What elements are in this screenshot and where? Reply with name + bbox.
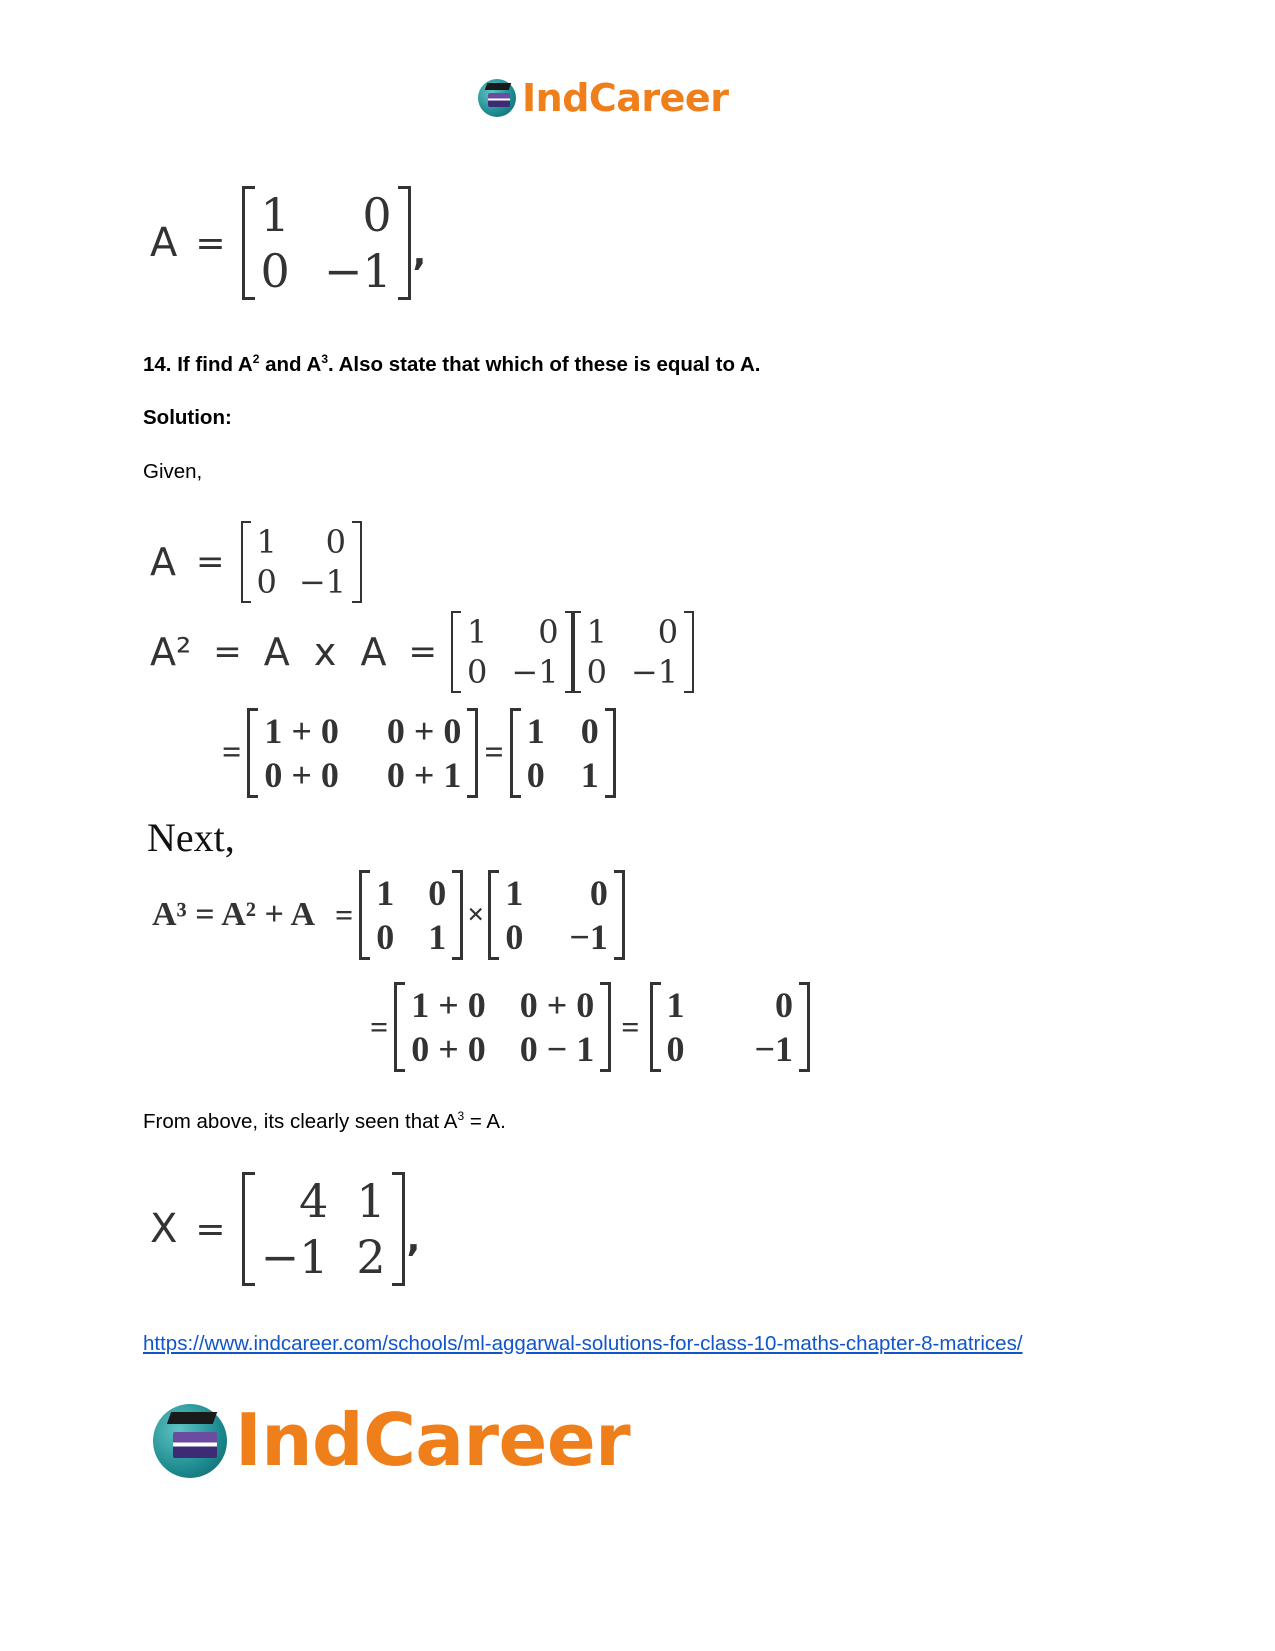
matrix-cell: 1 + 0 [264, 711, 339, 751]
x-eq: = [195, 1208, 226, 1250]
x-lhs: X [150, 1206, 178, 1252]
header-brand-text: IndCareer [522, 76, 729, 120]
matrix-cell: 0 [428, 873, 447, 913]
a3r-eq: = [370, 1008, 389, 1045]
matrix-cell: 0 [526, 755, 545, 795]
matrix-cell: 0 [325, 523, 347, 561]
next-label: Next, [147, 815, 235, 860]
matrix-cell: 0 [362, 188, 392, 242]
conclusion-text: From above, its clearly seen that $A^3 = A$. [143, 1109, 506, 1133]
given-eq: = [196, 542, 225, 582]
matrix-cell: 1 [526, 711, 545, 751]
source-link[interactable]: https://www.indcareer.com/schools/ml-aggarwal-solutions-for-class-10-maths-chapter-8-matrices/ [143, 1332, 1023, 1355]
matrix-cell: 0 [666, 1029, 685, 1069]
a2-eq: = [213, 632, 242, 672]
header-logo [478, 76, 728, 120]
a3r-eq2: = [621, 1008, 640, 1045]
a2-eq2: = [408, 632, 438, 672]
matrix-cell: 0 [775, 985, 794, 1025]
matrix-cell: 0 [586, 653, 607, 691]
matrix-cell: 1 [260, 188, 290, 242]
x-matrix-equation [150, 1172, 420, 1286]
matrix-cell: 0 [505, 917, 524, 957]
matrix-cell: 0 [589, 873, 608, 913]
a-cubed-equation [152, 870, 627, 960]
matrix-cell: 1 [666, 985, 685, 1025]
a2r-eq2: = [484, 734, 504, 771]
matrix-cell: 1 [428, 917, 447, 957]
a-squared-equation [150, 611, 696, 693]
matrix-cell: 0 + 1 [386, 755, 462, 795]
matrix-cell: −1 [323, 244, 392, 298]
a3-matrix-1 [359, 870, 463, 960]
x-comma: , [406, 1219, 421, 1260]
matrix-cell: 1 [356, 1174, 386, 1228]
matrix-cell: 0 + 0 [264, 755, 339, 795]
a2-mid: A x A [263, 630, 387, 674]
matrix-cell: 0 + 0 [519, 985, 595, 1025]
a3-lhs: A³ = A² + A [152, 896, 316, 933]
footer-brand-text: IndCareer [235, 1398, 631, 1482]
intro-comma: , [412, 233, 427, 274]
matrix-cell: 0 − 1 [519, 1029, 595, 1069]
a2r-eq: = [222, 734, 242, 771]
matrix-cell: 1 + 0 [411, 985, 486, 1025]
matrix-cell: −1 [630, 653, 679, 691]
matrix-cell: 0 [376, 917, 395, 957]
a3-eq: = [335, 896, 354, 933]
matrix-cell: 4 [299, 1174, 329, 1228]
matrix-cell: 0 [580, 711, 599, 751]
logo-globe-icon [153, 1400, 231, 1480]
intro-matrix-equation [150, 186, 426, 300]
matrix-cell: 0 [260, 244, 290, 298]
given-label: Given, [143, 460, 203, 483]
matrix-cell: −1 [754, 1029, 794, 1069]
matrix-cell: −1 [298, 563, 347, 601]
matrix-cell: 1 [505, 873, 524, 913]
matrix-cell: 1 [580, 755, 599, 795]
a2-matrix-1 [451, 611, 575, 693]
given-equation [150, 521, 364, 603]
intro-eq: = [195, 222, 226, 264]
given-matrix [241, 521, 363, 603]
a-squared-result [222, 708, 618, 798]
matrix-cell: 0 + 0 [386, 711, 462, 751]
matrix-cell: 0 [538, 613, 559, 651]
a3-times: × [467, 898, 485, 931]
x-matrix [242, 1172, 405, 1286]
a3r-matrix-1 [394, 982, 611, 1072]
matrix-cell: 1 [467, 613, 488, 651]
matrix-cell: −1 [511, 653, 559, 691]
matrix-cell: 0 [256, 563, 277, 601]
footer-logo [153, 1398, 630, 1482]
solution-label: Solution: [143, 406, 232, 429]
matrix-cell: 1 [586, 613, 607, 651]
matrix-cell: 0 + 0 [411, 1029, 486, 1069]
a2r-matrix-1 [247, 708, 478, 798]
matrix-cell: 2 [356, 1230, 386, 1284]
a2-lhs: A² [150, 630, 192, 674]
logo-globe-icon [478, 77, 520, 119]
a3-matrix-2 [488, 870, 625, 960]
matrix-cell: 1 [256, 523, 277, 561]
matrix-cell: 1 [376, 873, 395, 913]
matrix-cell: 0 [467, 653, 488, 691]
given-lhs: A [150, 540, 176, 584]
matrix-cell: 0 [657, 613, 679, 651]
a2r-matrix-2 [510, 708, 616, 798]
intro-matrix [242, 186, 411, 300]
footer-link-wrap [143, 1329, 1068, 1358]
matrix-cell: −1 [260, 1230, 329, 1284]
a3r-matrix-2 [650, 982, 811, 1072]
a2-matrix-2 [571, 611, 695, 693]
a-cubed-result [370, 982, 812, 1072]
intro-lhs: A [150, 220, 178, 266]
matrix-cell: −1 [569, 917, 608, 957]
question-text: 14. If find $A^2$ and $A^3$. Also state that which of these is equal to A. [143, 352, 761, 376]
